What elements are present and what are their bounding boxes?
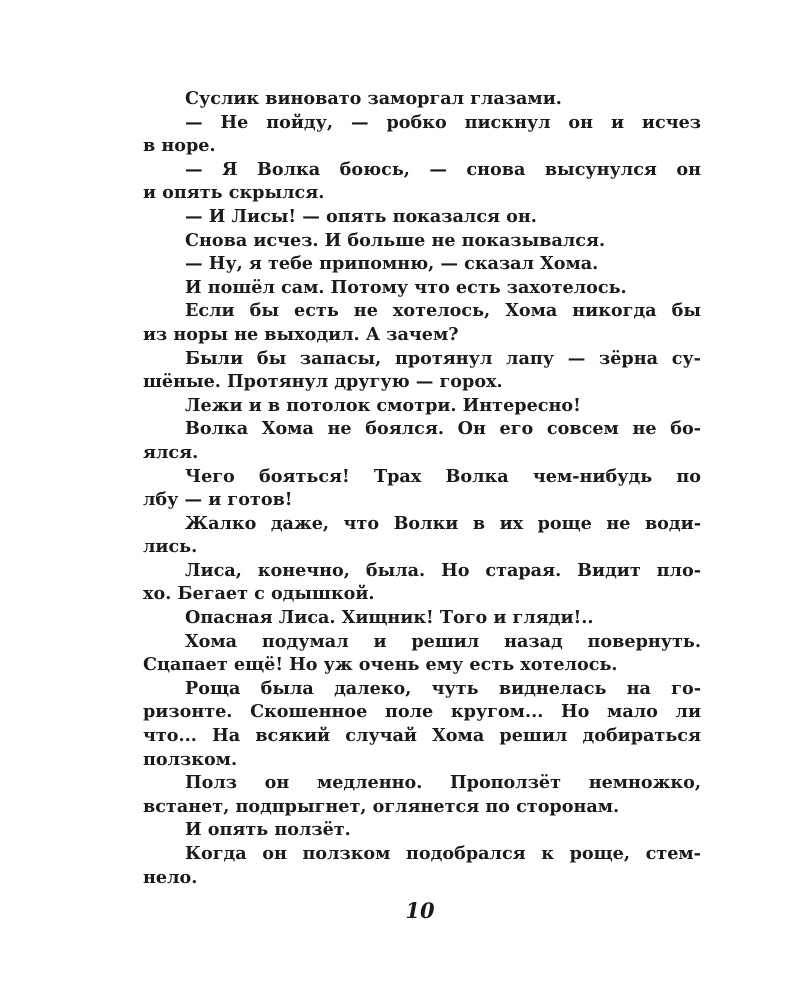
- text-line: хо. Бегает с одышкой.: [143, 583, 375, 605]
- text-line: Чего бояться! Трах Волка чем-нибудь по: [185, 465, 701, 487]
- text-line: Хома подумал и решил назад повернуть.: [185, 630, 701, 652]
- text-line: Снова исчез. И больше не показывался.: [185, 229, 606, 251]
- text-line: Опасная Лиса. Хищник! Того и гляди!..: [185, 607, 594, 629]
- body-text: [143, 87, 701, 889]
- text-line: Лежи и в потолок смотри. Интересно!: [185, 394, 581, 416]
- text-line: Жалко даже, что Волки в их роще не води-: [185, 512, 701, 534]
- text-line: — Ну, я тебе припомню, — сказал Хома.: [185, 253, 599, 275]
- text-line: — Я Волка боюсь, — снова высунулся он: [185, 158, 701, 180]
- text-line: лись.: [143, 536, 198, 558]
- text-line: ризонте. Скошенное поле кругом... Но мало ли: [143, 701, 701, 723]
- text-line: и опять скрылся.: [143, 182, 325, 204]
- text-line: в норе.: [143, 135, 216, 157]
- text-line: Волка Хома не боялся. Он его совсем не бо-: [185, 418, 701, 440]
- text-line: Полз он медленно. Проползёт немножко,: [185, 772, 701, 794]
- text-line: нело.: [143, 866, 198, 888]
- text-line: Лиса, конечно, была. Но старая. Видит пло-: [185, 559, 701, 581]
- text-line: И пошёл сам. Потому что есть захотелось.: [185, 276, 627, 298]
- text-line: Суслик виновато заморгал глазами.: [185, 88, 562, 109]
- text-line: шёные. Протянул другую — горох.: [143, 371, 503, 393]
- text-line: встанет, подпрыгнет, оглянется по сторонам.: [143, 795, 620, 817]
- text-line: Роща была далеко, чуть виднелась на го-: [185, 677, 701, 699]
- text-line: И опять ползёт.: [185, 819, 351, 841]
- text-line: Были бы запасы, протянул лапу — зёрна су-: [185, 347, 701, 369]
- page-number: 10: [405, 898, 435, 923]
- text-line: из норы не выходил. А зачем?: [143, 323, 459, 345]
- text-line: — Не пойду, — робко пискнул он и исчез: [185, 111, 701, 133]
- text-line: лбу — и готов!: [143, 489, 293, 511]
- text-line: ялся.: [143, 441, 199, 463]
- text-line: ползком.: [143, 748, 238, 770]
- text-line: Если бы есть не хотелось, Хома никогда бы: [185, 300, 701, 322]
- text-line: — И Лисы! — опять показался он.: [185, 205, 537, 227]
- text-line: Когда он ползком подобрался к роще, стем-: [185, 843, 701, 864]
- text-line: что... На всякий случай Хома решил добираться: [143, 725, 701, 747]
- text-line: Сцапает ещё! Но уж очень ему есть хотелось.: [143, 654, 618, 676]
